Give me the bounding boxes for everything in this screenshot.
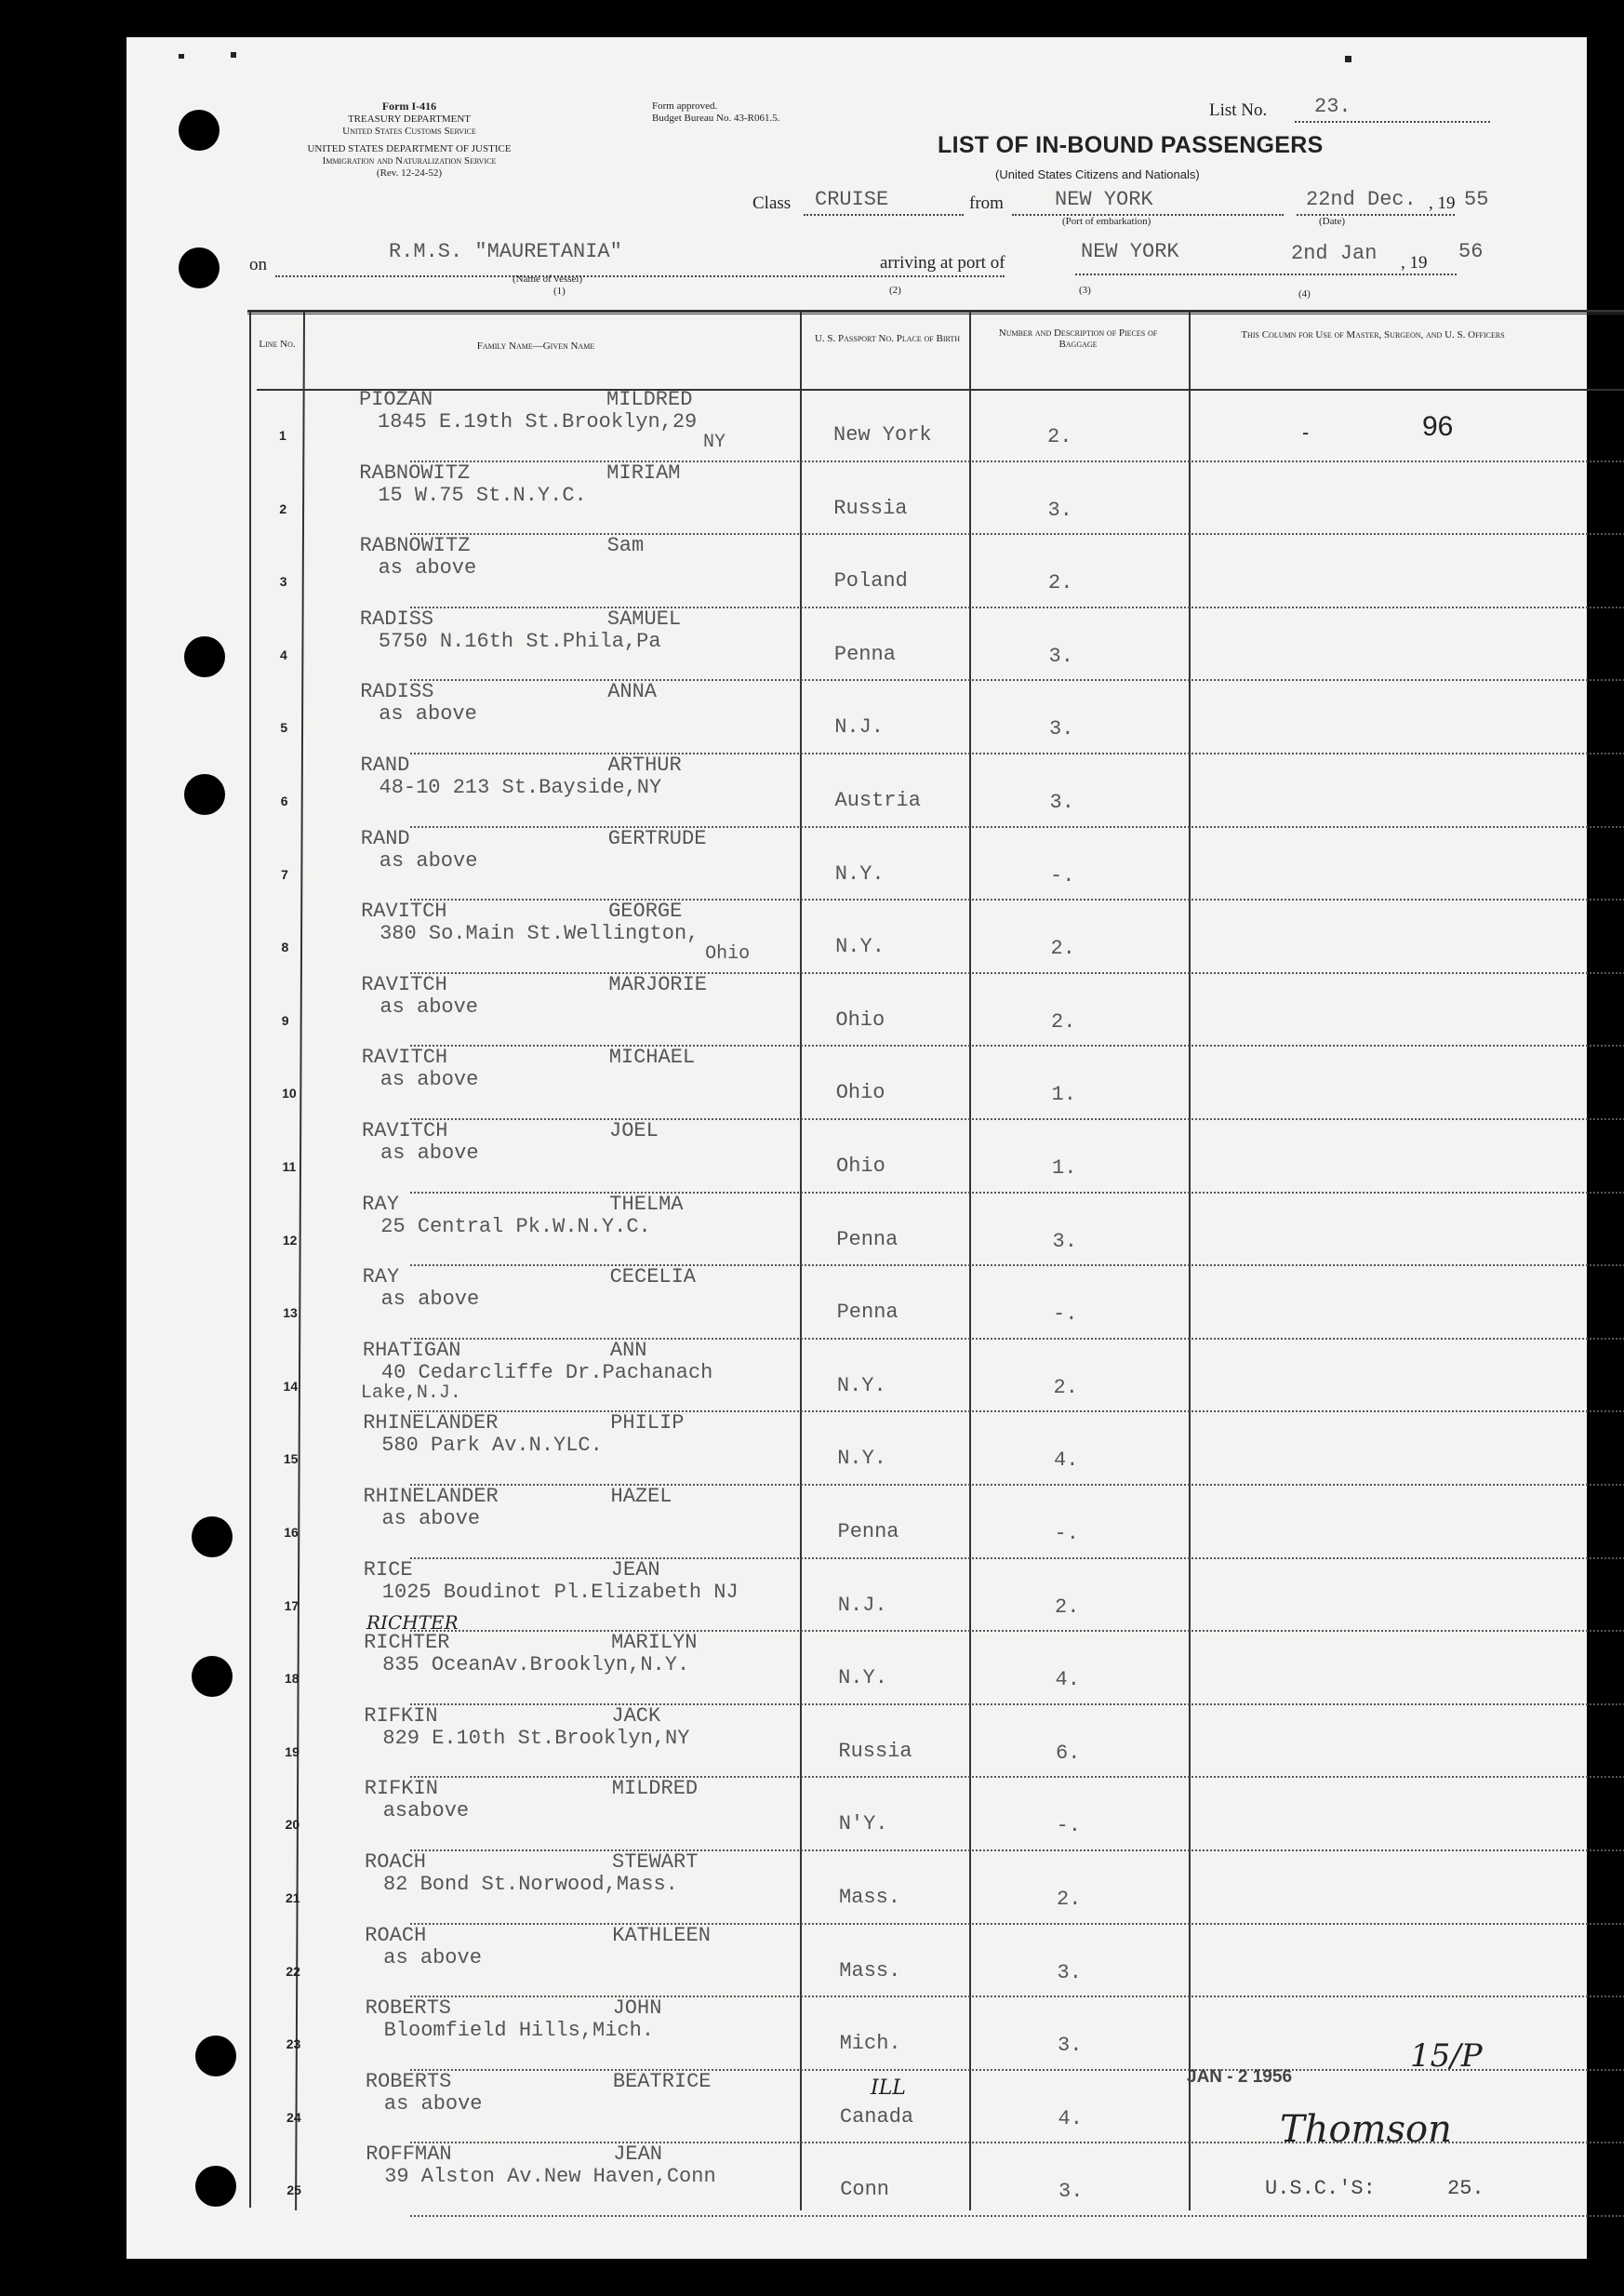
justice-department: UNITED STATES DEPARTMENT OF JUSTICE	[307, 143, 512, 154]
given-name: STEWART	[612, 1850, 699, 1874]
given-name: MIRIAM	[606, 461, 681, 485]
baggage-count: 4.	[1054, 1448, 1079, 1473]
arrival-year: 56	[1458, 240, 1484, 263]
line-number: 19	[285, 1743, 300, 1759]
line-number: 9	[281, 1012, 289, 1028]
row-separator	[410, 1410, 1624, 1412]
row-separator	[410, 1776, 1624, 1778]
family-name: RAVITCH	[361, 972, 447, 996]
family-name: ROFFMAN	[366, 2142, 452, 2167]
punch-hole	[192, 1656, 233, 1697]
family-name: RICHTER	[364, 1631, 450, 1655]
place-of-birth: New York	[833, 423, 932, 447]
family-name: RAVITCH	[361, 900, 447, 924]
baggage-count: 1.	[1051, 1083, 1076, 1107]
baggage-count: 4.	[1055, 1668, 1080, 1692]
address: as above	[379, 994, 479, 1019]
address: as above	[379, 702, 477, 727]
col-officers: This Column for Use of Master, Surgeon, and U. S. Officers	[1241, 329, 1505, 340]
place-of-birth: Austria	[834, 789, 921, 812]
address: Bloomfield Hills,Mich.	[383, 2019, 655, 2043]
place-of-birth: N.J.	[837, 1593, 887, 1617]
place-of-birth: Mass.	[839, 1958, 901, 1982]
departure-year-prefix: , 19	[1429, 194, 1456, 213]
place-of-birth: N.Y.	[834, 861, 885, 886]
address-continued: NY	[703, 432, 726, 453]
punch-hole	[179, 110, 220, 151]
family-name: ROBERTS	[365, 1996, 452, 2021]
line-number: 8	[281, 940, 289, 955]
address: as above	[378, 556, 477, 581]
baggage-count: -.	[1056, 1814, 1081, 1838]
row-separator	[410, 1849, 1624, 1851]
line-number: 5	[280, 720, 288, 736]
address: 15 W.75 St.N.Y.C.	[378, 483, 587, 507]
family-name: RHATIGAN	[362, 1338, 461, 1362]
arriving-label: arriving at port of	[880, 253, 1005, 273]
row-separator	[410, 461, 1624, 462]
row-separator	[410, 1045, 1624, 1047]
port-embarkation-caption: (Port of embarkation)	[1062, 216, 1151, 227]
given-name: MICHAEL	[608, 1046, 696, 1070]
col3-number: (3)	[1079, 285, 1091, 296]
given-name: JACK	[611, 1703, 661, 1728]
baggage-count: 3.	[1052, 1229, 1077, 1253]
col4-number: (4)	[1298, 288, 1311, 300]
given-name: CECELIA	[609, 1265, 697, 1289]
given-name: JEAN	[610, 1557, 660, 1582]
place-of-birth: N.Y.	[837, 1447, 886, 1471]
place-of-birth: Ohio	[835, 1008, 885, 1032]
address: 380 So.Main St.Wellington,	[379, 922, 699, 946]
baggage-count: 3.	[1047, 498, 1072, 522]
address: 39 Alston Av.New Haven,Conn	[384, 2165, 716, 2189]
place-of-birth: N.Y.	[838, 1666, 887, 1690]
address: 580 Park Av.N.YLC.	[381, 1434, 603, 1458]
form-approved: Form approved.	[652, 100, 718, 112]
given-name: MILDRED	[611, 1777, 699, 1801]
place-of-birth: Ohio	[835, 1081, 885, 1105]
row-separator	[410, 1923, 1624, 1925]
col2-number: (2)	[889, 285, 901, 296]
address: 1845 E.19th St.Brooklyn,29	[378, 410, 698, 434]
row-separator	[410, 1118, 1624, 1120]
punch-hole	[195, 2166, 236, 2207]
punch-hole	[192, 1516, 233, 1557]
list-no-label: List No.	[1209, 100, 1268, 120]
embarkation-port: NEW YORK	[1055, 188, 1153, 211]
line-number: 3	[279, 574, 287, 590]
row-separator	[410, 1484, 1624, 1486]
line-number: 11	[282, 1159, 297, 1174]
punch-hole	[179, 247, 220, 288]
family-name: RICE	[363, 1557, 413, 1582]
line-number: 4	[280, 647, 287, 662]
family-name: RHINELANDER	[363, 1485, 499, 1508]
richter-handwritten: RICHTER	[366, 1611, 459, 1634]
family-name: RAVITCH	[362, 1119, 448, 1142]
family-name: ROBERTS	[365, 2069, 452, 2093]
arrival-port: NEW YORK	[1081, 240, 1179, 263]
place-of-birth: Russia	[833, 496, 908, 520]
address: as above	[383, 2091, 483, 2116]
form-number-block	[270, 100, 549, 180]
baggage-count: 3.	[1049, 717, 1074, 741]
baggage-count: -.	[1054, 1522, 1079, 1545]
line-number: 15	[283, 1451, 299, 1467]
baggage-count: 3.	[1048, 644, 1073, 668]
baggage-count: 2.	[1050, 937, 1075, 961]
line-number: 1	[279, 428, 286, 443]
given-name: GEORGE	[608, 900, 683, 924]
address: 829 E.10th St.Brooklyn,NY	[382, 1726, 690, 1750]
family-name: ROACH	[365, 1923, 427, 1947]
col-line-no: Line No.	[259, 339, 296, 350]
address-continued: Lake,N.J.	[360, 1382, 461, 1404]
row-separator	[410, 972, 1624, 974]
line-number: 22	[286, 1963, 300, 1979]
row1-count: 96	[1422, 411, 1454, 442]
address: as above	[380, 1288, 480, 1312]
baggage-count: 2.	[1053, 1375, 1078, 1399]
date-stamp: JAN - 2 1956	[1187, 2067, 1293, 2087]
place-of-birth: N.J.	[834, 715, 884, 740]
family-name: RIFKIN	[364, 1777, 438, 1801]
given-name: MILDRED	[606, 388, 693, 411]
address: 835 OceanAv.Brooklyn,N.Y.	[382, 1653, 690, 1677]
baggage-count: 1.	[1052, 1156, 1077, 1180]
baggage-count: 2.	[1057, 1888, 1082, 1911]
family-name: ROACH	[365, 1850, 427, 1874]
row-separator	[410, 826, 1624, 828]
list-number: 23.	[1314, 95, 1351, 118]
departure-date: 22nd Dec.	[1306, 188, 1417, 211]
baggage-count: 2.	[1047, 425, 1072, 448]
row-separator	[410, 1192, 1624, 1194]
line-number: 6	[280, 794, 288, 808]
address: asabove	[382, 1799, 470, 1823]
given-name: PHILIP	[610, 1411, 685, 1435]
baggage-count: -.	[1053, 1302, 1078, 1327]
place-of-birth: Ohio	[836, 1155, 885, 1178]
address: 82 Bond St.Norwood,Mass.	[383, 1873, 678, 1896]
line-number: 17	[284, 1597, 300, 1613]
given-name: JEAN	[613, 2142, 662, 2167]
place-of-birth: N.Y.	[836, 1373, 886, 1397]
place-of-birth: Mich.	[839, 2032, 901, 2056]
baggage-count: 2.	[1051, 1009, 1076, 1034]
arrival-date: 2nd Jan	[1291, 242, 1378, 265]
given-name: BEATRICE	[612, 2069, 712, 2093]
family-name: RADISS	[360, 680, 434, 704]
place-of-birth: N.Y.	[835, 935, 885, 959]
given-name: ANNA	[607, 680, 657, 704]
usc-count: 25.	[1447, 2177, 1484, 2200]
address-continued: Ohio	[705, 943, 751, 966]
row-separator	[410, 679, 1624, 681]
officer-signature: Thomson	[1280, 2108, 1452, 2151]
line-number: 12	[282, 1232, 298, 1248]
baggage-count: 2.	[1048, 571, 1073, 595]
place-of-birth: Penna	[837, 1520, 899, 1543]
row-separator	[410, 1557, 1624, 1559]
line-number: 25	[286, 2183, 301, 2198]
row-separator	[410, 1264, 1624, 1266]
given-name: Sam	[606, 534, 645, 558]
given-name: GERTRUDE	[607, 826, 707, 850]
line-number: 16	[284, 1525, 299, 1540]
immigration-service: Immigration and Naturalization Service	[322, 155, 497, 167]
place-of-birth: N'Y.	[838, 1812, 888, 1836]
row-separator	[410, 533, 1624, 535]
baggage-count: 3.	[1057, 1960, 1082, 1984]
address: as above	[383, 1945, 482, 1969]
baggage-count: 2.	[1055, 1595, 1080, 1619]
address: as above	[381, 1507, 481, 1530]
family-name: RAND	[360, 754, 410, 777]
given-name: JOEL	[609, 1119, 659, 1142]
family-name: RADISS	[359, 607, 434, 631]
page-title: LIST OF IN-BOUND PASSENGERS	[938, 132, 1324, 158]
place-of-birth: Mass.	[839, 1886, 901, 1909]
class-label: Class	[752, 194, 792, 213]
treasury-department: TREASURY DEPARTMENT	[347, 113, 472, 125]
vessel-caption: (Name of vessel)	[512, 274, 583, 285]
col-baggage: Number and Description of Pieces of Baggage	[998, 327, 1158, 350]
baggage-count: 4.	[1058, 2106, 1083, 2130]
place-of-birth: Penna	[836, 1227, 899, 1251]
line-number: 2	[279, 501, 287, 516]
punch-hole	[184, 774, 225, 815]
given-name: KATHLEEN	[612, 1923, 711, 1947]
fraction-mark: 15/P	[1410, 2037, 1483, 2075]
departure-year: 55	[1464, 188, 1489, 211]
revision: (Rev. 12-24-52)	[376, 167, 443, 179]
row-separator	[410, 1630, 1624, 1632]
family-name: RIFKIN	[364, 1703, 438, 1728]
line-number: 21	[286, 1890, 300, 1905]
row-separator	[410, 1338, 1624, 1340]
given-name: THELMA	[609, 1192, 684, 1216]
row-separator	[410, 1703, 1624, 1705]
place-of-birth: Penna	[833, 642, 896, 666]
place-of-birth: Canada	[839, 2104, 914, 2129]
approval-block	[652, 100, 779, 125]
family-name: RABNOWITZ	[359, 534, 471, 558]
line-number: 14	[283, 1378, 299, 1394]
vessel-name: R.M.S. "MAURETANIA"	[389, 240, 622, 263]
row-separator	[410, 753, 1624, 754]
family-name: PIOZAN	[359, 388, 433, 411]
given-name: JOHN	[612, 1996, 662, 2021]
baggage-count: -.	[1050, 863, 1075, 888]
address: 40 Cedarcliffe Dr.Pachanach	[380, 1360, 713, 1384]
address: as above	[380, 1141, 479, 1165]
row1-dash: -	[1302, 420, 1310, 444]
family-name: RAY	[362, 1192, 399, 1216]
ill-handwritten: ILL	[871, 2076, 906, 2100]
date-caption: (Date)	[1319, 216, 1346, 227]
place-of-birth: Poland	[833, 569, 908, 594]
given-name: SAMUEL	[606, 607, 682, 631]
line-number: 24	[286, 2109, 301, 2125]
address: 5750 N.16th St.Phila,Pa	[378, 629, 661, 653]
vessel-column-number: (1)	[553, 286, 566, 297]
given-name: ARTHUR	[607, 754, 682, 777]
baggage-count: 3.	[1058, 2180, 1084, 2204]
from-label: from	[969, 194, 1004, 213]
speck	[231, 52, 236, 58]
row-separator	[410, 1996, 1624, 1997]
budget-bureau: Budget Bureau No. 43-R061.5.	[652, 113, 780, 124]
address: as above	[379, 848, 478, 873]
col-family-name: Family Name—Given Name	[476, 340, 595, 352]
row-separator	[410, 607, 1624, 608]
family-name: RHINELANDER	[363, 1411, 499, 1435]
line-number: 13	[283, 1305, 298, 1321]
punch-hole	[184, 636, 225, 677]
address: 25 Central Pk.W.N.Y.C.	[380, 1214, 651, 1238]
customs-service: United States Customs Service	[342, 126, 476, 137]
place-of-birth: Conn	[840, 2178, 889, 2202]
place-of-birth: Penna	[836, 1301, 899, 1325]
col-passport: U. S. Passport No. Place of Birth	[814, 333, 961, 344]
baggage-count: 3.	[1058, 2034, 1083, 2058]
form-sheet	[126, 37, 1587, 2259]
page-subtitle: (United States Citizens and Nationals)	[995, 167, 1200, 181]
address: 1025 Boudinot Pl.Elizabeth NJ	[381, 1580, 739, 1604]
speck	[1345, 56, 1351, 62]
address: as above	[379, 1068, 479, 1092]
line-number: 7	[281, 866, 288, 882]
family-name: RAY	[362, 1265, 400, 1289]
usc-label: U.S.C.'S:	[1265, 2177, 1376, 2200]
family-name: RAVITCH	[361, 1046, 448, 1070]
form-number: Form I-416	[381, 100, 437, 113]
given-name: HAZEL	[610, 1485, 672, 1508]
line-number: 20	[285, 1817, 300, 1833]
address: 48-10 213 St.Bayside,NY	[379, 776, 662, 799]
given-name: MARILYN	[611, 1631, 698, 1655]
baggage-count: 6.	[1056, 1741, 1081, 1765]
row-separator	[410, 2215, 1624, 2217]
line-number: 10	[282, 1086, 297, 1101]
arrival-year-prefix: , 19	[1401, 253, 1428, 273]
class-value: CRUISE	[815, 188, 889, 211]
given-name: MARJORIE	[608, 972, 708, 996]
row-separator	[410, 899, 1624, 901]
family-name: RABNOWITZ	[359, 461, 471, 485]
line-number: 18	[284, 1671, 300, 1687]
line-number: 23	[286, 2036, 301, 2052]
place-of-birth: Russia	[838, 1739, 912, 1763]
baggage-count: 3.	[1049, 791, 1074, 814]
on-label: on	[249, 255, 267, 274]
given-name: ANN	[609, 1338, 647, 1362]
speck	[179, 54, 184, 59]
punch-hole	[195, 2036, 236, 2076]
family-name: RAND	[360, 826, 410, 850]
